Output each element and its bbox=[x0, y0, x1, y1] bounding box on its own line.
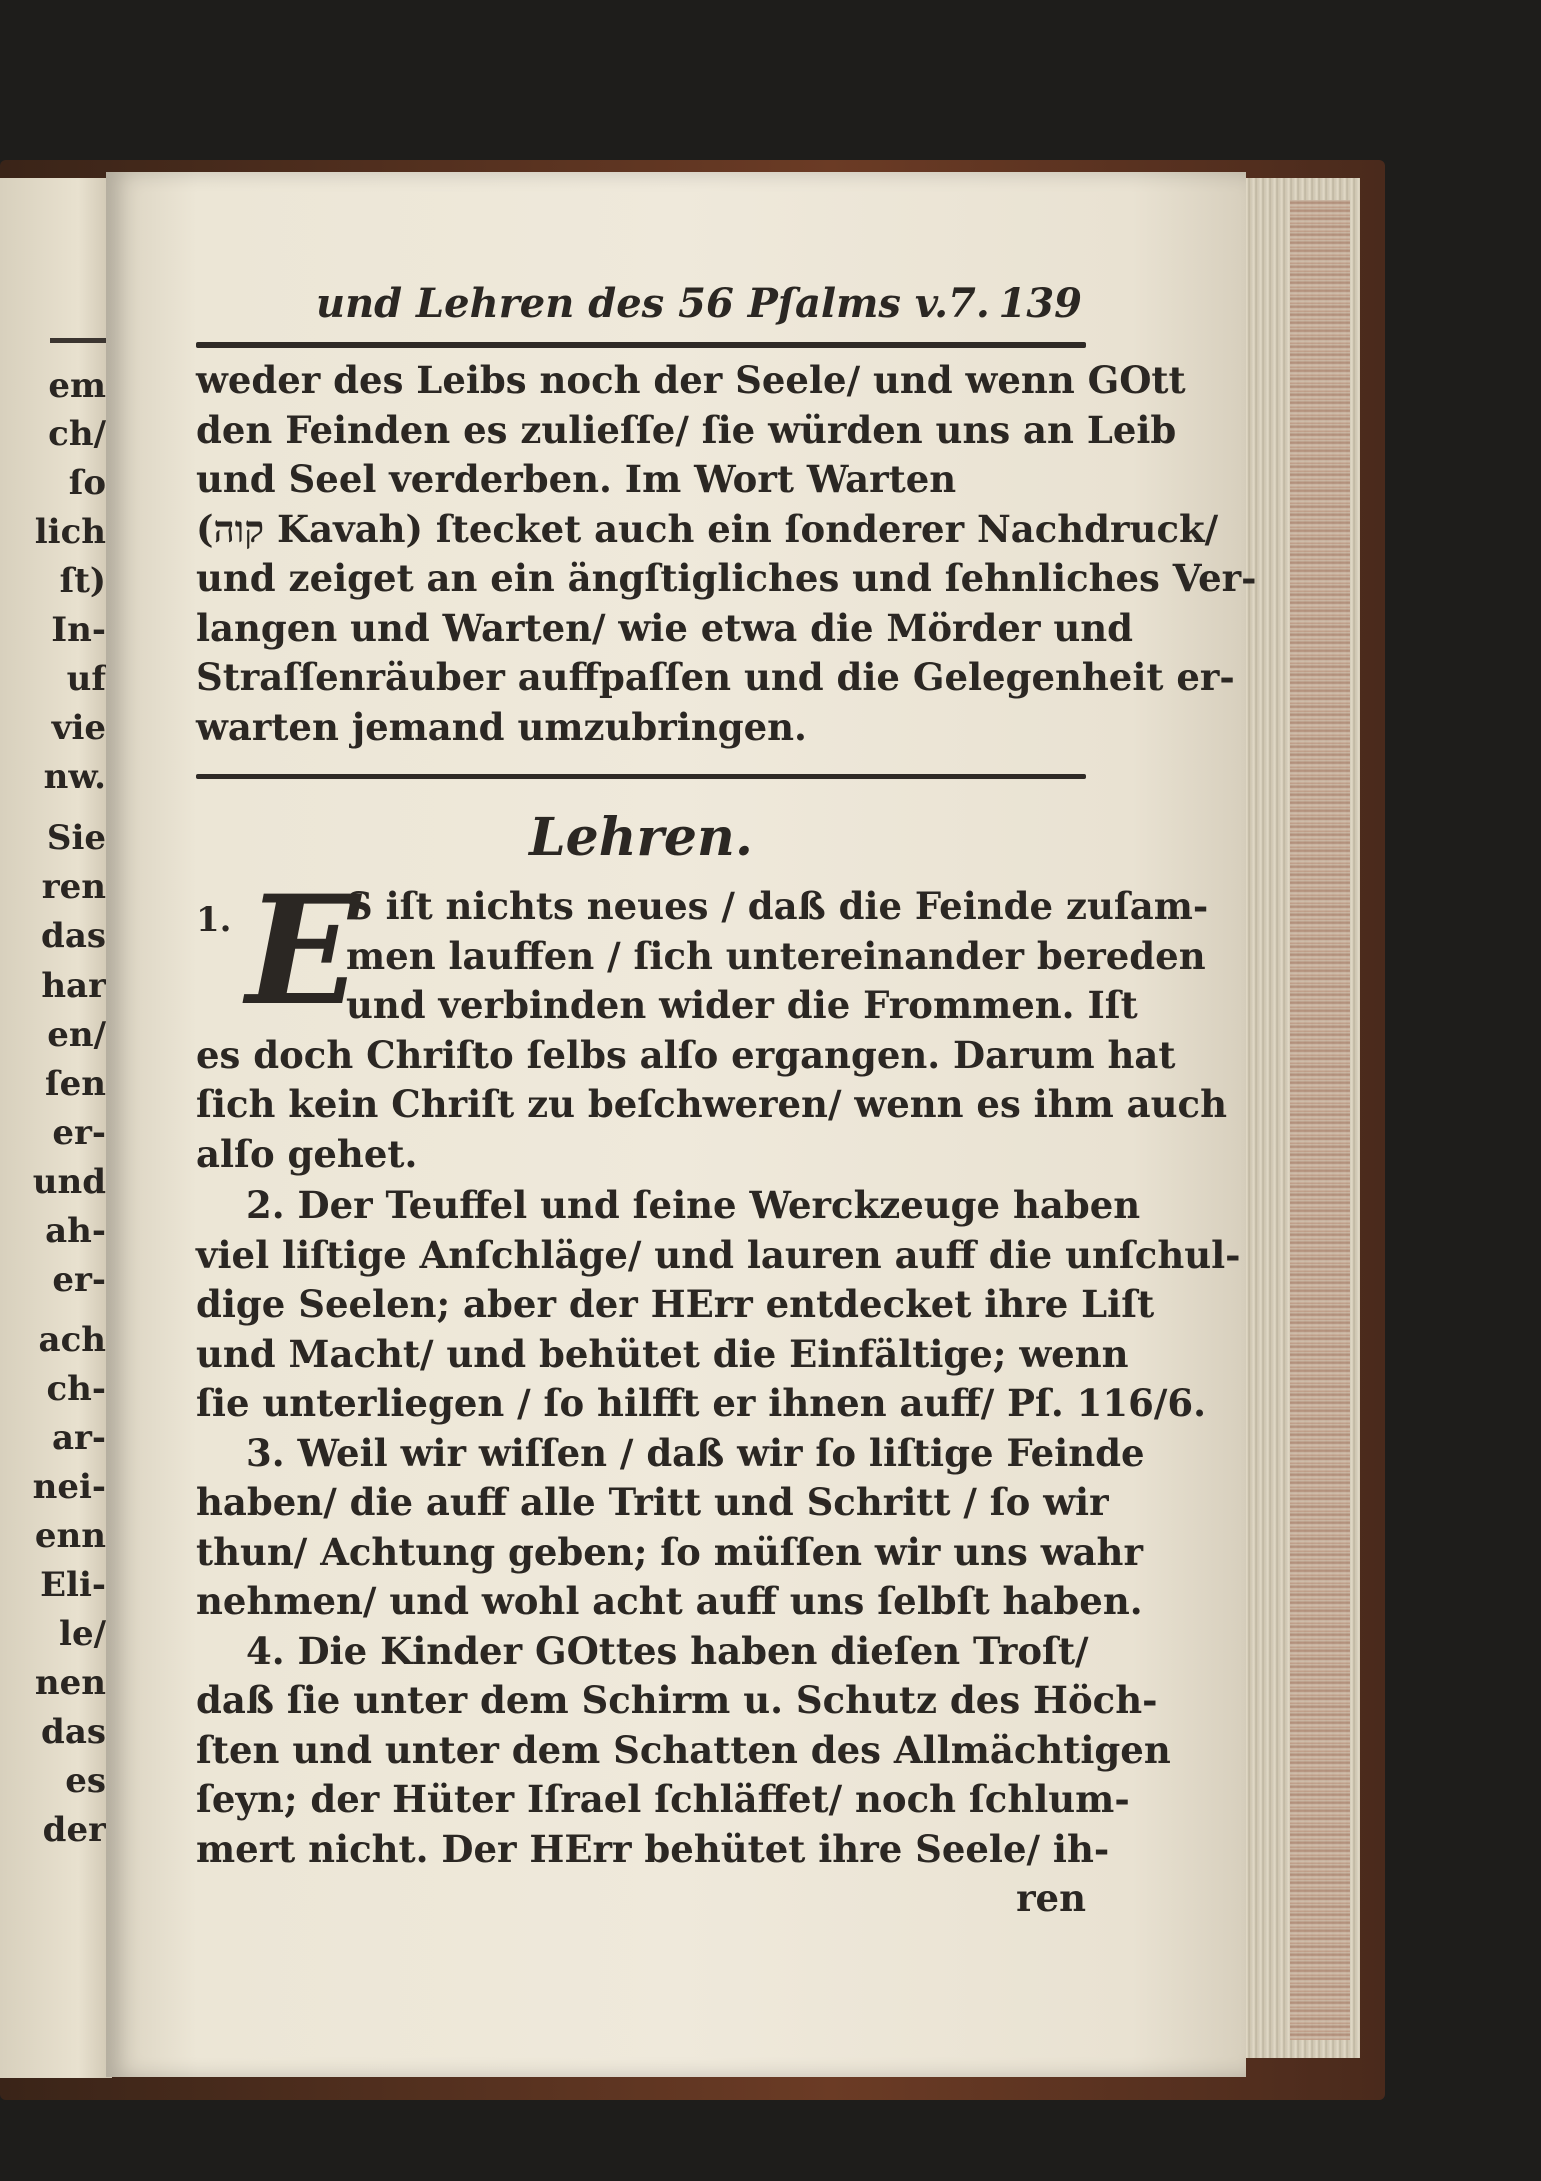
left-page-text-fragment: das bbox=[41, 1712, 106, 1752]
left-page-text-fragment: nw. bbox=[43, 757, 106, 797]
left-page-text-fragment: har bbox=[41, 966, 106, 1006]
left-page-text-fragment: nei- bbox=[32, 1467, 106, 1507]
left-page-text-fragment: ch- bbox=[46, 1369, 106, 1409]
left-page-text-fragment: er- bbox=[52, 1113, 106, 1153]
lehre-3 bbox=[196, 1429, 1145, 1627]
text-line: (קוה Kavah) ſtecket auch ein ſonderer Nachdruck/ bbox=[196, 506, 1219, 551]
running-head bbox=[196, 272, 1086, 342]
text-line: den Feinden es zulieſſe/ ſie würden uns an Leib bbox=[196, 407, 1177, 452]
text-line: und verbinden wider die Frommen. Iſt bbox=[346, 983, 1138, 1027]
section-rule bbox=[196, 774, 1086, 779]
text-line: ſeyn; der Hüter Iſrael ſchläffet/ noch ſchlum- bbox=[196, 1777, 1130, 1821]
text-line: dige Seelen; aber der HErr entdecket ihre Liſt bbox=[196, 1282, 1155, 1326]
page-block-edge-colored bbox=[1290, 200, 1350, 2040]
page-number: 139 bbox=[998, 280, 1082, 327]
left-page-text-fragment: en/ bbox=[47, 1015, 106, 1055]
left-page-text-fragment: und bbox=[32, 1162, 106, 1202]
left-page-text-fragment: nen bbox=[34, 1663, 106, 1703]
lehre-1 bbox=[196, 863, 1227, 1179]
left-page-text-fragment: ch/ bbox=[48, 414, 106, 454]
left-page-text-fragment: Sie bbox=[46, 818, 106, 858]
left-page-text-fragment: der bbox=[42, 1810, 106, 1850]
left-page-text-fragment: vie bbox=[51, 708, 106, 748]
text-line: Straſſenräuber auffpaſſen und die Gelegenheit er- bbox=[196, 655, 1235, 699]
text-line: haben/ die auff alle Tritt und Schritt / ſo wir bbox=[196, 1480, 1109, 1524]
text-line: thun/ Achtung geben; ſo müſſen wir uns wahr bbox=[196, 1529, 1143, 1574]
left-page-text-fragment: Eli- bbox=[40, 1565, 106, 1605]
text-line: S iſt nichts neues / daß die Feinde zuſam- bbox=[346, 884, 1209, 928]
intro-paragraph bbox=[196, 356, 1257, 752]
left-page-text-fragment: ar- bbox=[51, 1418, 106, 1458]
left-page-text-fragment: es bbox=[65, 1761, 106, 1801]
text-line: und Macht/ und behütet die Einfältige; wenn bbox=[196, 1331, 1129, 1376]
text-line: nehmen/ und wohl acht auff uns ſelbſt haben. bbox=[196, 1579, 1143, 1623]
running-head-title: und Lehren des 56 Pſalms v.7. bbox=[316, 280, 990, 327]
left-page-text-fragment: ren bbox=[41, 867, 106, 907]
lehre-4 bbox=[196, 1627, 1171, 1924]
left-page-text-fragment: In- bbox=[51, 610, 106, 650]
text-line: warten jemand umzubringen. bbox=[196, 704, 807, 749]
left-page-text-fragment: lich bbox=[34, 512, 106, 552]
text-line: mert nicht. Der HErr behütet ihre Seele/ ih- bbox=[196, 1826, 1110, 1871]
text-line: und Seel verderben. Im Wort Warten bbox=[196, 457, 957, 501]
text-line: daß ſie unter dem Schirm u. Schutz des Höch- bbox=[196, 1678, 1158, 1722]
left-page-text-fragment: em bbox=[48, 366, 106, 406]
text-line: weder des Leibs noch der Seele/ und wenn GOtt bbox=[196, 358, 1186, 402]
left-page-text-fragment: le/ bbox=[59, 1614, 106, 1654]
catchword: ren bbox=[1016, 1876, 1086, 1920]
left-page-text-fragment: uf bbox=[66, 659, 106, 699]
left-page-fragment bbox=[0, 178, 112, 2078]
left-page-text-fragment: enn bbox=[34, 1516, 106, 1556]
text-line: viel liſtige Anſchläge/ und lauren auff die unſchul- bbox=[196, 1232, 1241, 1277]
top-rule bbox=[196, 342, 1086, 348]
right-page bbox=[106, 172, 1257, 2077]
left-page-text-fragment: ach bbox=[38, 1320, 106, 1360]
left-page-text-fragment: ſen bbox=[45, 1064, 106, 1104]
left-page-text-fragment: er- bbox=[52, 1260, 106, 1300]
text-line: 2. Der Teuffel und ſeine Werckzeuge haben bbox=[246, 1183, 1141, 1227]
section-title: Lehren. bbox=[529, 807, 753, 868]
page-text-block bbox=[196, 272, 1257, 1924]
text-line: 3. Weil wir wiſſen / daß wir ſo liſtige Feinde bbox=[246, 1430, 1145, 1475]
left-page-text-fragment: ſo bbox=[68, 463, 106, 503]
text-line: ſich kein Chriſt zu beſchweren/ wenn es ihm auch bbox=[196, 1082, 1227, 1126]
text-line: ſten und unter dem Schatten des Allmächtigen bbox=[196, 1727, 1171, 1772]
left-page-rule bbox=[50, 338, 112, 343]
text-line: ſie unterliegen / ſo hilfft er ihnen auff/ Pſ. 116/6. bbox=[196, 1381, 1207, 1425]
left-page-text-fragment: das bbox=[41, 916, 106, 956]
text-line: es doch Chriſto ſelbs alſo ergangen. Darum hat bbox=[196, 1032, 1176, 1077]
text-line: alſo gehet. bbox=[196, 1131, 418, 1176]
text-line: men lauffen / ſich untereinander bereden bbox=[346, 933, 1206, 978]
left-page-text-fragment: ah- bbox=[45, 1211, 106, 1251]
drop-cap: E bbox=[246, 863, 361, 1039]
text-line: langen und Warten/ wie etwa die Mörder und bbox=[196, 605, 1134, 650]
text-line: und zeiget an ein ängſtigliches und ſehnliches Ver- bbox=[196, 556, 1257, 600]
text-line: 4. Die Kinder GOttes haben dieſen Troſt/ bbox=[246, 1628, 1089, 1673]
left-page-text-fragment: ſt) bbox=[59, 561, 106, 601]
lehre-2 bbox=[196, 1181, 1241, 1429]
lehre-number: 1. bbox=[196, 900, 232, 940]
